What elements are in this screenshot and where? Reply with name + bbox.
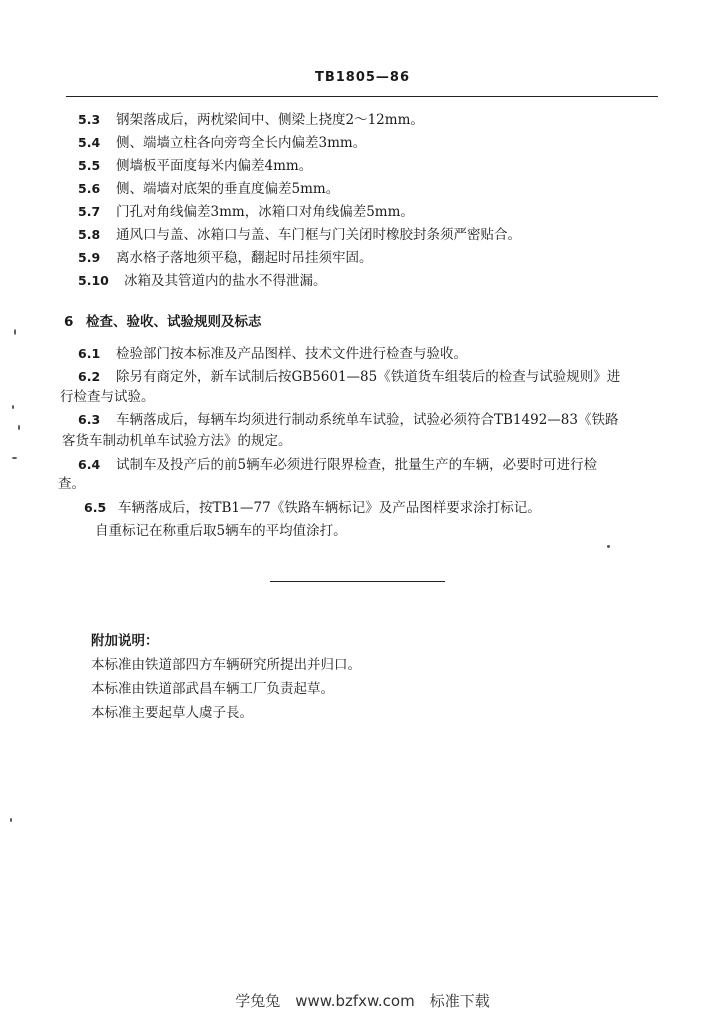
clause-number: 5.3 — [78, 112, 101, 127]
clause-text: 除另有商定外，新车试制后按GB5601—85《铁道货车组装后的检查与试验规则》进 — [116, 369, 621, 385]
clause-number: 6.5 — [84, 500, 107, 515]
notes-line: 本标准由铁道部四方车辆研究所提出并归口。 — [91, 657, 361, 673]
clause-5-7 — [78, 203, 414, 221]
clause-6-4 — [78, 456, 597, 474]
notes-title: 附加说明： — [91, 633, 159, 649]
header-rule — [66, 96, 658, 97]
clause-5-5 — [78, 157, 312, 175]
clause-text: 车辆落成后，每辆车均须进行制动系统单车试验，试验必须符合TB1492—83《铁路 — [116, 412, 619, 428]
clause-text: 车辆落成后，按TB1—77《铁路车辆标记》及产品图样要求涂打标记。 — [118, 500, 541, 516]
clause-6-4-continued: 查。 — [58, 476, 85, 492]
clause-number: 5.5 — [78, 158, 101, 173]
scan-speck — [607, 545, 610, 548]
clause-5-8 — [78, 226, 521, 244]
clause-text: 检验部门按本标准及产品图样、技术文件进行检查与验收。 — [116, 346, 467, 362]
clause-text: 侧、端墙立柱各向旁弯全长内偏差3mm。 — [116, 135, 367, 151]
section-title: 检查、验收、试验规则及标志 — [86, 314, 262, 330]
clause-text: 门孔对角线偏差3mm，冰箱口对角线偏差5mm。 — [116, 204, 414, 220]
clause-text: 冰箱及其管道内的盐水不得泄漏。 — [124, 273, 327, 289]
clause-6-3 — [78, 411, 618, 429]
clause-number: 6.4 — [78, 457, 101, 472]
scan-speck — [18, 425, 20, 430]
clause-6-5-continued: 自重标记在称重后取5辆车的平均值涂打。 — [95, 523, 347, 539]
clause-number: 6.3 — [78, 412, 101, 427]
clause-5-4 — [78, 134, 366, 152]
scan-speck — [12, 405, 14, 409]
clause-6-2 — [78, 368, 620, 386]
clause-number: 5.9 — [78, 250, 101, 265]
clause-5-10 — [78, 272, 327, 290]
clause-5-3 — [78, 111, 424, 129]
notes-line: 本标准由铁道部武昌车辆工厂负责起草。 — [91, 681, 334, 697]
clause-number: 6.1 — [78, 346, 101, 361]
clause-number: 5.4 — [78, 135, 101, 150]
section-number: 6 — [64, 314, 74, 330]
end-divider — [270, 581, 445, 582]
clause-number: 5.7 — [78, 204, 101, 219]
scan-speck — [10, 818, 12, 822]
document-code-header: TB1805—86 — [314, 70, 411, 85]
clause-number: 5.6 — [78, 181, 101, 196]
scan-speck — [12, 457, 17, 459]
clause-text: 侧、端墙对底架的垂直度偏差5mm。 — [116, 181, 340, 197]
clause-text: 钢架落成后，两枕梁间中、侧梁上挠度2～12mm。 — [116, 112, 424, 128]
clause-6-3-continued: 客货车制动机单车试验方法》的规定。 — [62, 433, 292, 449]
clause-5-6 — [78, 180, 339, 198]
clause-number: 5.10 — [78, 273, 109, 288]
clause-text: 通风口与盖、冰箱口与盖、车门框与门关闭时橡胶封条须严密贴合。 — [116, 227, 521, 243]
notes-line: 本标准主要起草人虞子長。 — [91, 705, 253, 721]
clause-text: 离水格子落地须平稳，翻起时吊挂须牢固。 — [116, 250, 373, 266]
clause-6-2-continued: 行检查与试验。 — [60, 389, 155, 405]
clause-text: 试制车及投产后的前5辆车必须进行限界检查，批量生产的车辆，必要时可进行检 — [116, 457, 598, 473]
clause-number: 6.2 — [78, 369, 101, 384]
clause-6-5 — [84, 499, 541, 517]
clause-text: 侧墙板平面度每米内偏差4mm。 — [116, 158, 313, 174]
clause-number: 5.8 — [78, 227, 101, 242]
scan-speck — [14, 329, 16, 335]
clause-6-1 — [78, 345, 467, 363]
clause-5-9 — [78, 249, 373, 267]
footer-watermark: 学兔兔 www.bzfxw.com 标准下载 — [235, 992, 490, 1010]
section-6-heading — [64, 313, 262, 331]
